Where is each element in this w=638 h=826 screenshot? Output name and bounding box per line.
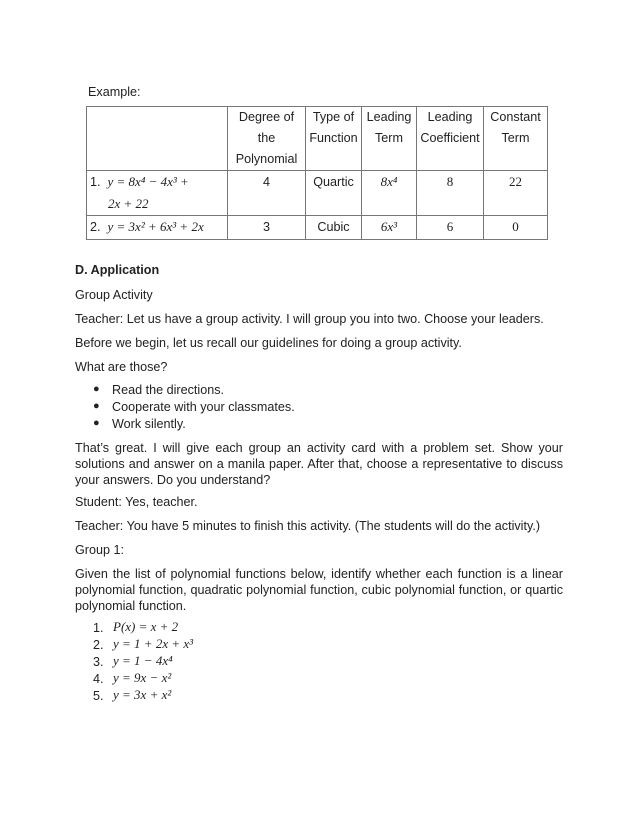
header-text: Leading [366, 110, 412, 124]
function-expression: y = 1 − 4x⁴ [113, 653, 173, 668]
table-row [87, 171, 548, 216]
list-number: 3. [93, 655, 104, 669]
function-expression: y = 8x⁴ − 4x³ + [107, 174, 189, 189]
paragraph-guidelines: Before we begin, let us recall our guidelines for doing a group activity. [75, 336, 462, 350]
header-text: Polynomial [235, 152, 298, 166]
section-heading: D. Application [75, 263, 160, 277]
type-cell: Cubic [306, 216, 362, 240]
function-expression: P(x) = x + 2 [113, 619, 179, 634]
paragraph-task: Given the list of polynomial functions below, identify whether each function is a linear polynomial function, quadratic polynomial function, cubic polynomial function, or quartic polynomial function. [75, 567, 563, 613]
table-header-cell [228, 107, 306, 171]
table-header-cell [484, 107, 548, 171]
row-number: 1. [90, 175, 101, 189]
list-item: Work silently. [112, 417, 186, 431]
header-text: the [257, 131, 276, 145]
leading-coefficient-cell: 6 [417, 216, 484, 240]
group-activity-label: Group Activity [75, 288, 153, 302]
constant-term-cell: 0 [484, 216, 548, 240]
function-expression: y = 3x² + 6x³ + 2x [107, 219, 204, 234]
function-expression: y = 3x + x² [113, 687, 172, 702]
list-number: 5. [93, 689, 104, 703]
row-number: 2. [90, 220, 101, 234]
header-text: Coefficient [420, 131, 480, 145]
list-number: 2. [93, 638, 104, 652]
table-header-cell [362, 107, 417, 171]
header-text: Term [501, 131, 530, 145]
constant-term-cell: 22 [484, 171, 548, 216]
paragraph-teacher-intro: Teacher: Let us have a group activity. I will group you into two. Choose your leaders. [75, 312, 544, 326]
degree-cell: 3 [228, 216, 306, 240]
degree-cell: 4 [228, 171, 306, 216]
list-number: 1. [93, 621, 104, 635]
header-text: Degree of [238, 110, 295, 124]
paragraph-student-reply: Student: Yes, teacher. [75, 495, 198, 509]
function-expression: y = 9x − x² [113, 670, 172, 685]
paragraph-instructions: That’s great. I will give each group an activity card with a problem set. Show your solutions and answer on a manila paper. After that, choose a representative to discuss your answers. Do you understand? [75, 441, 563, 487]
function-expression-continued: 2x + 22 [108, 196, 149, 211]
list-item: Read the directions. [112, 383, 225, 397]
function-expression: y = 1 + 2x + x³ [113, 636, 194, 651]
header-text: Term [375, 131, 403, 145]
header-text: Type of [312, 110, 355, 124]
paragraph-question: What are those? [75, 360, 168, 374]
leading-term-cell: 8x⁴ [362, 171, 417, 216]
bullet-icon: ● [93, 417, 100, 429]
header-text: Leading [427, 110, 473, 124]
table-header-cell [417, 107, 484, 171]
table-header-row [87, 107, 548, 171]
function-cell [87, 216, 228, 240]
group-label: Group 1: [75, 543, 125, 557]
function-cell [87, 171, 228, 216]
leading-coefficient-cell: 8 [417, 171, 484, 216]
table-row [87, 216, 548, 240]
header-text: Function [309, 131, 358, 145]
example-table [86, 106, 548, 240]
bullet-icon: ● [93, 400, 100, 412]
header-text: Constant [490, 110, 541, 124]
example-label: Example: [88, 85, 141, 99]
leading-term-cell: 6x³ [362, 216, 417, 240]
list-item: Cooperate with your classmates. [112, 400, 295, 414]
table-header-cell [87, 107, 228, 171]
paragraph-time-limit: Teacher: You have 5 minutes to finish this activity. (The students will do the activity.) [75, 519, 541, 533]
bullet-icon: ● [93, 383, 100, 395]
list-number: 4. [93, 672, 104, 686]
type-cell: Quartic [306, 171, 362, 216]
table-header-cell [306, 107, 362, 171]
